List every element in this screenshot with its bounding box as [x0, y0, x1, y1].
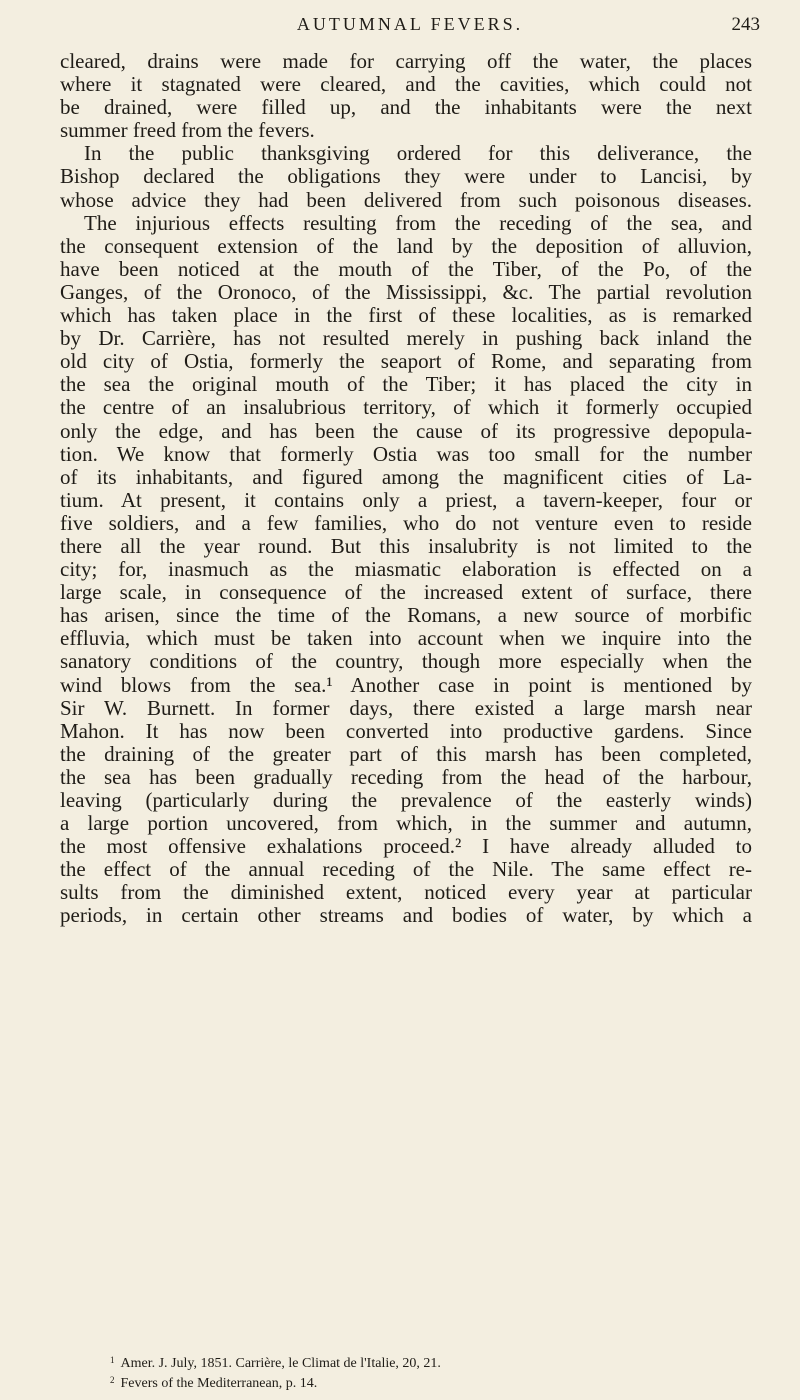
text-line: five soldiers, and a few families, who do not venture even to reside — [60, 510, 752, 535]
text-line: whose advice they had been delivered from such poisonous diseases. — [60, 187, 752, 212]
footnotes — [110, 1352, 710, 1392]
text-line: summer freed from the fevers. — [60, 118, 315, 143]
footnote — [110, 1372, 710, 1392]
text-line: Bishop declared the obligations they were under to Lancisi, by — [60, 164, 752, 189]
text-line: cleared, drains were made for carrying off the water, the places — [60, 49, 752, 73]
text-line: the centre of an insalubrious territory, of which it formerly occupied — [60, 395, 752, 420]
text-line: the draining of the greater part of this marsh has been completed, — [60, 741, 752, 766]
text-line: the effect of the annual receding of the Nile. The same effect re- — [60, 857, 752, 882]
text-line: there all the year round. But this insalubrity is not limited to the — [60, 533, 752, 558]
text-line: leaving (particularly during the prevalence of the easterly winds) — [60, 788, 752, 812]
footnote-mark: 1 — [110, 1355, 115, 1365]
text-line: sults from the diminished extent, noticed every year at particular — [60, 880, 752, 905]
text-line: the most offensive exhalations proceed.² I have already alluded to — [60, 834, 752, 859]
text-line: a large portion uncovered, from which, in the summer and autumn, — [60, 811, 752, 836]
text-line: Ganges, of the Oronoco, of the Mississippi, &c. The partial revolution — [60, 279, 752, 304]
text-line: the sea has been gradually receding from the head of the harbour, — [60, 764, 752, 789]
page-number: 243 — [731, 14, 760, 35]
text-line: of its inhabitants, and figured among the magnificent cities of La- — [60, 464, 752, 489]
text-line: only the edge, and has been the cause of its progressive depopula- — [60, 418, 752, 443]
text-line: large scale, in consequence of the increased extent of surface, there — [60, 580, 752, 605]
text-line: Sir W. Burnett. In former days, there existed a large marsh near — [60, 695, 752, 720]
footnote-text: Fevers of the Mediterranean, p. 14. — [120, 1376, 318, 1391]
text-line: the sea the original mouth of the Tiber; it has placed the city in — [60, 372, 752, 397]
text-line: old city of Ostia, formerly the seaport of Rome, and separating from — [60, 349, 752, 374]
text-line: where it stagnated were cleared, and the cavities, which could not — [60, 72, 752, 97]
text-line: has arisen, since the time of the Romans, a new source of morbific — [60, 603, 752, 628]
text-line: by Dr. Carrière, has not resulted merely in pushing back inland the — [60, 326, 752, 351]
text-line: tion. We know that formerly Ostia was too small for the number — [60, 441, 752, 466]
footnote-mark: 2 — [110, 1375, 115, 1385]
text-line: Mahon. It has now been converted into productive gardens. Since — [60, 718, 752, 743]
text-line: which has taken place in the first of these localities, as is remarked — [60, 303, 752, 328]
text-line: have been noticed at the mouth of the Tiber, of the Po, of the — [60, 256, 752, 281]
footnote — [110, 1352, 710, 1372]
running-title: AUTUMNAL FEVERS. — [296, 14, 524, 34]
footnote-text: Amer. J. July, 1851. Carrière, le Climat de l'Italie, 20, 21. — [120, 1356, 441, 1371]
text-line: be drained, were filled up, and the inhabitants were the next — [60, 95, 752, 120]
text-line: effluvia, which must be taken into account when we inquire into the — [60, 626, 752, 651]
text-line: city; for, inasmuch as the miasmatic elaboration is effected on a — [60, 557, 752, 582]
text-line: wind blows from the sea.¹ Another case in point is mentioned by — [60, 672, 752, 697]
text-line: the consequent extension of the land by the deposition of alluvion, — [60, 233, 752, 258]
text-line: tium. At present, it contains only a priest, a tavern-keeper, four or — [60, 487, 752, 512]
body-text — [60, 50, 752, 928]
text-line: periods, in certain other streams and bodies of water, by which a — [60, 903, 752, 928]
text-line: In the public thanksgiving ordered for this deliverance, the — [84, 141, 752, 166]
text-line: The injurious effects resulting from the receding of the sea, and — [84, 210, 752, 235]
running-head — [60, 14, 760, 42]
text-line: sanatory conditions of the country, though more especially when the — [60, 649, 752, 674]
